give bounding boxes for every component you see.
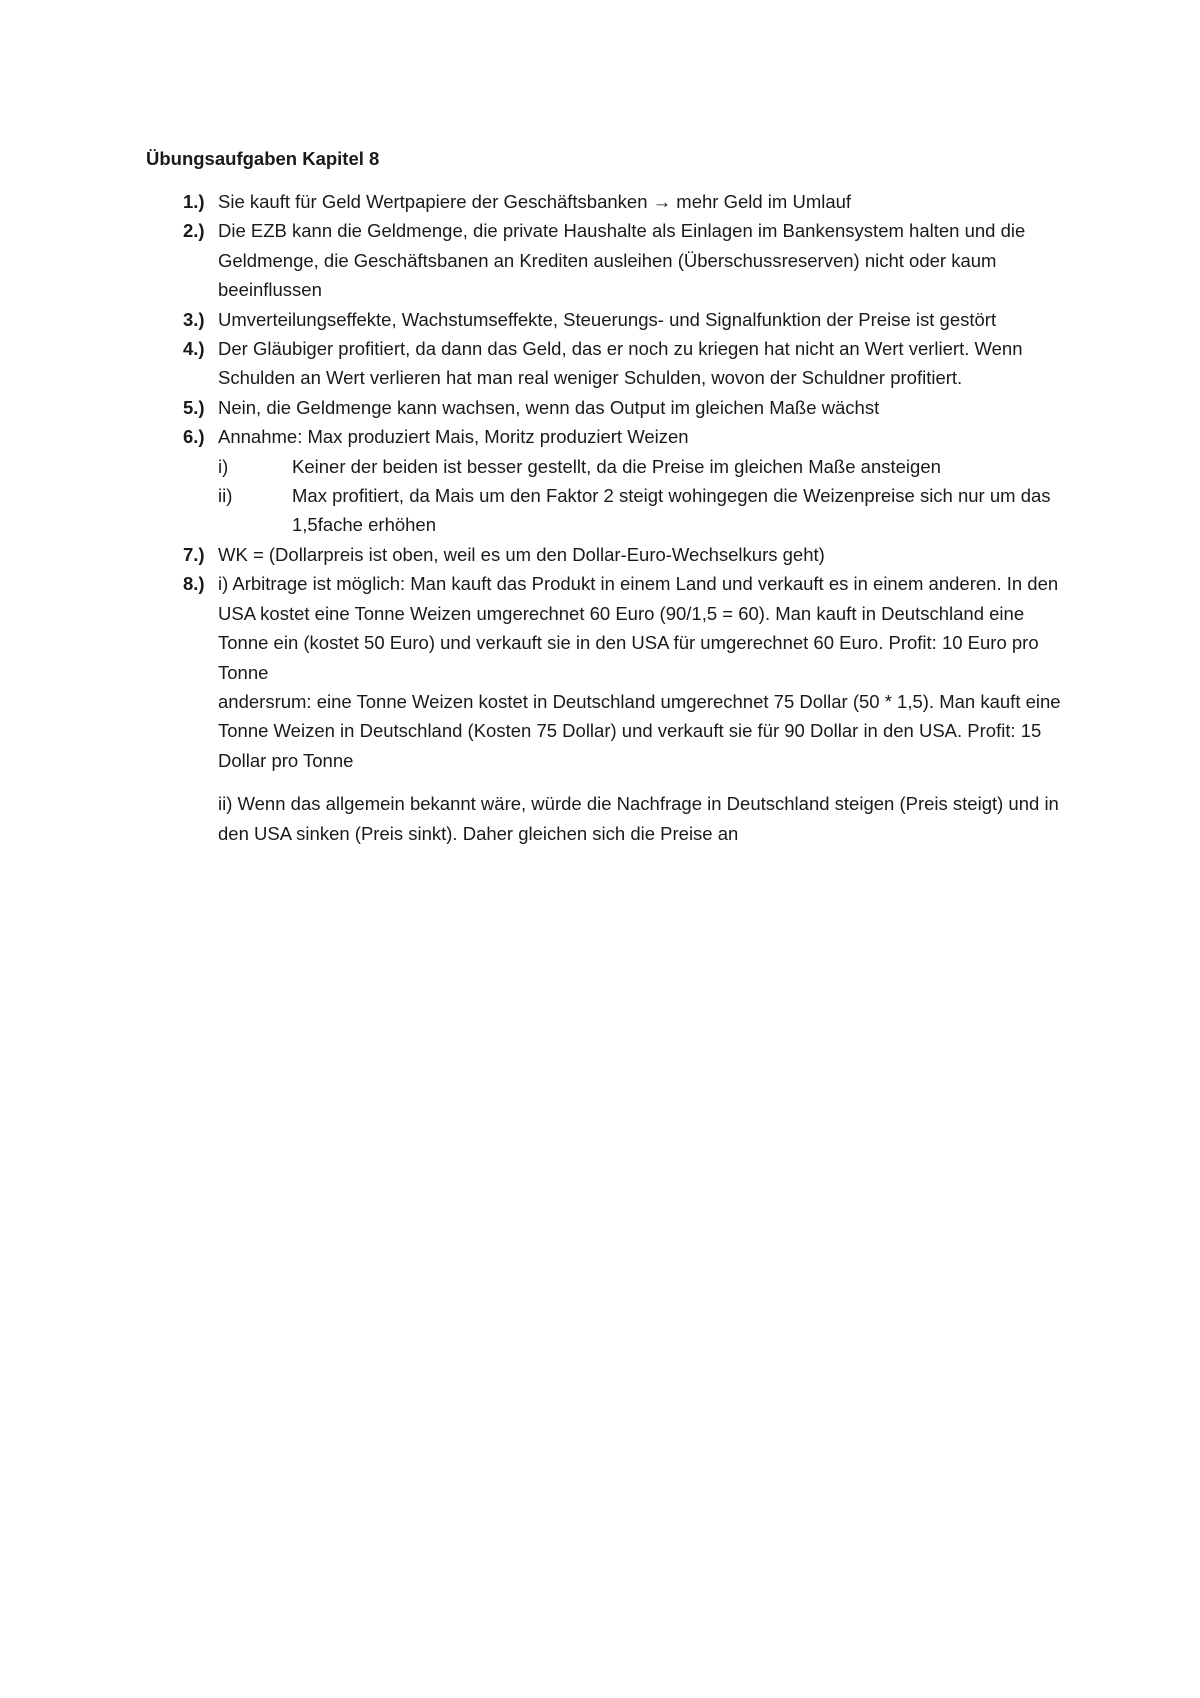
list-item: [146, 569, 1066, 848]
item-number: 4.): [183, 338, 205, 360]
arrow-right-icon: →: [652, 191, 672, 212]
list-item: [146, 393, 1066, 422]
item-number: 5.): [183, 396, 205, 418]
sub-item-text: Keiner der beiden ist besser gestellt, da die Preise im gleichen Maße ansteigen: [292, 455, 941, 477]
sub-item-number: i): [218, 455, 229, 477]
sub-item-text: Max profitiert, da Mais um den Faktor 2 steigt wohingegen die Weizenpreise sich nur um das 1,5fache erhöhen: [292, 485, 1051, 536]
item-number: 3.): [183, 308, 205, 330]
item-number: 8.): [183, 573, 205, 595]
page-title: Übungsaufgaben Kapitel 8: [146, 148, 380, 169]
item-text: Die EZB kann die Geldmenge, die private Haushalte als Einlagen im Bankensystem halten und die Geldmenge, die Geschäftsbanen an Krediten ausleihen (Überschussreserven) nicht oder kaum beeinflussen: [218, 220, 1026, 301]
list-item: [146, 540, 1066, 569]
item-number: 2.): [183, 220, 205, 242]
item-number: 6.): [183, 426, 205, 448]
item-text: Sie kauft für Geld Wertpapiere der Geschäftsbanken: [218, 191, 648, 212]
sub-item: [218, 452, 1066, 481]
list-item: [146, 187, 1066, 216]
list-item: [146, 216, 1066, 304]
item-text: Annahme: Max produziert Mais, Moritz produziert Weizen: [218, 426, 689, 448]
item-text-continued: mehr Geld im Umlauf: [671, 191, 852, 212]
item-text: Umverteilungseffekte, Wachstumseffekte, Steuerungs- und Signalfunktion der Preise ist gestört: [218, 308, 997, 330]
item-number: 7.): [183, 543, 205, 565]
list-item: [146, 422, 1066, 540]
sub-item: [218, 481, 1066, 540]
item-text: Nein, die Geldmenge kann wachsen, wenn das Output im gleichen Maße wächst: [218, 396, 880, 418]
item-text: WK = (Dollarpreis ist oben, weil es um den Dollar-Euro-Wechselkurs geht): [218, 543, 825, 565]
list-item: [146, 334, 1066, 393]
answer-list: [146, 187, 1066, 848]
list-item: [146, 305, 1066, 334]
item-paragraph: ii) Wenn das allgemein bekannt wäre, würde die Nachfrage in Deutschland steigen (Preis steigt) und in den USA sinken (Preis sinkt). Daher gleichen sich die Preise an: [218, 793, 1059, 844]
item-paragraph: i) Arbitrage ist möglich: Man kauft das Produkt in einem Land und verkauft es in einem anderen. In den USA kostet eine Tonne Weizen umgerechnet 60 Euro (90/1,5 = 60). Man kauft in Deutschland eine Tonne ein (kostet 50 Euro) und verkauft sie in den USA für umgerechnet 60 Euro. Profit: 10 Euro pro Tonne: [218, 573, 1059, 683]
item-text: Der Gläubiger profitiert, da dann das Geld, das er noch zu kriegen hat nicht an Wert verliert. Wenn Schulden an Wert verlieren hat man real weniger Schulden, wovon der Schuldner profitiert.: [218, 338, 1023, 389]
sub-item-number: ii): [218, 485, 233, 507]
item-number: 1.): [183, 191, 205, 212]
item-paragraph: andersrum: eine Tonne Weizen kostet in Deutschland umgerechnet 75 Dollar (50 * 1,5). Man kauft eine Tonne Weizen in Deutschland (Kosten 75 Dollar) und verkauft sie für 90 Dollar in den USA. Profit: 15 Dollar pro Tonne: [218, 690, 1061, 771]
